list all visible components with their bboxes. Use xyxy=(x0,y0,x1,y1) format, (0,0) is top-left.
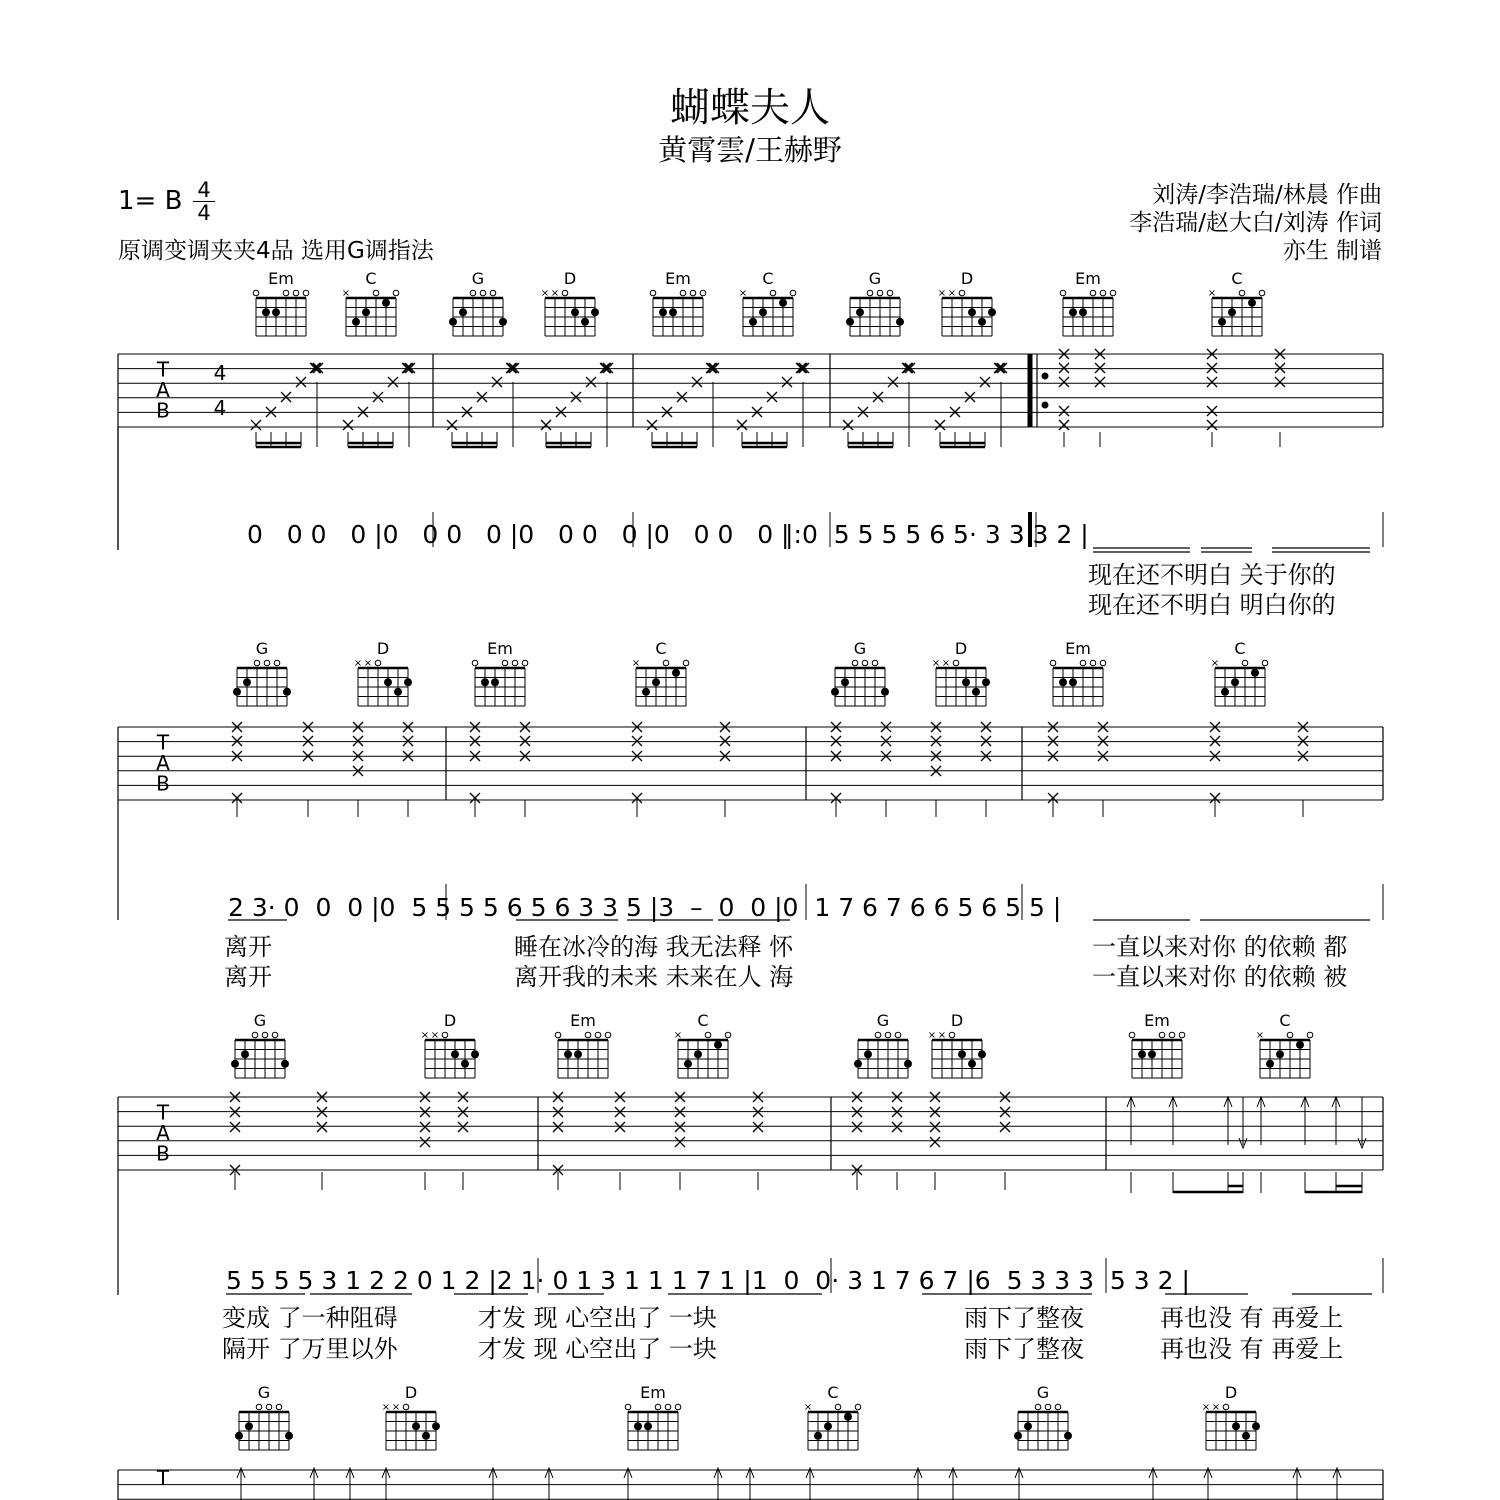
muted-string-mark: × xyxy=(947,288,957,299)
finger-dot xyxy=(1069,308,1077,316)
chord-name: G xyxy=(257,1383,271,1402)
finger-dot xyxy=(659,308,667,316)
lyric-line-3-verse-1b: 才发 现 心空出了 一块 xyxy=(478,1304,717,1332)
finger-dot xyxy=(978,318,986,326)
muted-string-mark: × xyxy=(1207,288,1217,299)
open-string-mark xyxy=(1179,1032,1185,1038)
song-artists: 黄霄雲/王赫野 xyxy=(658,133,842,167)
open-string-mark xyxy=(885,1032,891,1038)
finger-dot xyxy=(384,678,392,686)
finger-dot xyxy=(245,1422,253,1430)
jianpu-line-1: 0 0 0 0 |0 0 0 0 |0 0 0 0 |0 0 0 0 ‖:0 5 5 5 5 6 5· 3 3 3 2 | xyxy=(247,520,1089,549)
open-string-mark xyxy=(283,290,289,296)
finger-dot xyxy=(281,1060,289,1068)
open-string-mark xyxy=(1090,660,1096,666)
open-string-mark xyxy=(1287,1032,1293,1038)
finger-dot xyxy=(412,1422,420,1430)
open-string-mark xyxy=(1035,1404,1041,1410)
finger-dot xyxy=(749,318,757,326)
muted-string-mark: × xyxy=(738,288,748,299)
chord-name: D xyxy=(376,639,390,658)
open-string-mark xyxy=(680,290,686,296)
finger-dot xyxy=(1069,678,1077,686)
finger-dot xyxy=(684,1060,692,1068)
finger-dot xyxy=(1218,318,1226,326)
finger-dot xyxy=(962,678,970,686)
open-string-mark xyxy=(770,290,776,296)
finger-dot xyxy=(283,688,291,696)
time-signature-bottom: 4 xyxy=(197,201,211,225)
finger-dot xyxy=(422,1432,430,1440)
chord-name: G xyxy=(1036,1383,1050,1402)
muted-string-mark: × xyxy=(420,1030,430,1041)
open-string-mark xyxy=(375,660,381,666)
finger-dot xyxy=(896,318,904,326)
capo-note: 原调变调夹夹4品 选用G调指法 xyxy=(118,238,434,264)
chord-name: D xyxy=(404,1383,418,1402)
open-string-mark xyxy=(480,290,486,296)
open-string-mark xyxy=(264,660,270,666)
finger-dot xyxy=(262,308,270,316)
chord-name: C xyxy=(762,269,774,288)
finger-dot xyxy=(352,318,360,326)
composer-credit: 刘涛/李浩瑞/林晨 作曲 xyxy=(1152,182,1382,208)
tab-time-bottom: 4 xyxy=(213,396,227,420)
muted-string-mark: × xyxy=(673,1030,683,1041)
chord-name: D xyxy=(954,639,968,658)
time-signature-top: 4 xyxy=(197,178,211,202)
open-string-mark xyxy=(875,1032,881,1038)
chord-name: C xyxy=(1231,269,1243,288)
finger-dot xyxy=(432,1422,440,1430)
open-string-mark xyxy=(625,1404,631,1410)
open-string-mark xyxy=(1307,1032,1313,1038)
open-string-mark xyxy=(852,660,858,666)
chord-name: Em xyxy=(640,1383,666,1402)
finger-dot xyxy=(841,678,849,686)
finger-dot xyxy=(461,1060,469,1068)
finger-dot xyxy=(644,1422,652,1430)
lyric-line-2-verse-1c: 一直以来对你 的依赖 都 xyxy=(1092,933,1348,961)
muted-string-mark: × xyxy=(1210,658,1220,669)
open-string-mark xyxy=(555,1032,561,1038)
finger-dot xyxy=(1024,1422,1032,1430)
open-string-mark xyxy=(877,290,883,296)
chord-name: Em xyxy=(268,269,294,288)
finger-dot xyxy=(1059,678,1067,686)
muted-string-mark: × xyxy=(1211,1402,1221,1413)
muted-string-mark: × xyxy=(341,288,351,299)
finger-dot xyxy=(1242,1432,1250,1440)
lyric-line-3-verse-2b: 才发 现 心空出了 一块 xyxy=(478,1335,717,1363)
finger-dot xyxy=(856,308,864,316)
muted-string-mark: × xyxy=(430,1030,440,1041)
tab-clef-t: T xyxy=(156,1466,170,1490)
open-string-mark xyxy=(274,660,280,666)
muted-string-mark: × xyxy=(353,658,363,669)
open-string-mark xyxy=(872,660,878,666)
lyric-line-1-verse-2: 现在还不明白 明白你的 xyxy=(1088,591,1336,619)
finger-dot xyxy=(231,1060,239,1068)
open-string-mark xyxy=(522,660,528,666)
repeat-dot xyxy=(1042,402,1049,409)
finger-dot xyxy=(1251,669,1259,677)
finger-dot xyxy=(669,308,677,316)
muted-string-mark: × xyxy=(931,658,941,669)
open-string-mark xyxy=(1060,290,1066,296)
finger-dot xyxy=(634,1422,642,1430)
finger-dot xyxy=(968,308,976,316)
finger-dot xyxy=(1266,1060,1274,1068)
finger-dot xyxy=(571,308,579,316)
open-string-mark xyxy=(1090,290,1096,296)
lyric-line-2-verse-2a: 离开 xyxy=(224,963,272,991)
chord-name: C xyxy=(697,1011,709,1030)
chord-name: D xyxy=(563,269,577,288)
open-string-mark xyxy=(403,1404,409,1410)
finger-dot xyxy=(1064,1432,1072,1440)
tab-clef-b: B xyxy=(156,771,170,796)
muted-string-mark: × xyxy=(941,658,951,669)
finger-dot xyxy=(652,678,660,686)
open-string-mark xyxy=(253,290,259,296)
lyricist-credit: 李浩瑞/赵大白/刘涛 作词 xyxy=(1129,210,1382,236)
finger-dot xyxy=(642,688,650,696)
muted-string-mark: × xyxy=(1255,1030,1265,1041)
finger-dot xyxy=(904,1060,912,1068)
lyric-line-3-verse-2a: 隔开 了万里以外 xyxy=(222,1335,398,1363)
finger-dot xyxy=(362,308,370,316)
chord-name: G xyxy=(471,269,485,288)
chord-name: D xyxy=(443,1011,457,1030)
chord-name: G xyxy=(853,639,867,658)
muted-string-mark: × xyxy=(631,658,641,669)
finger-dot xyxy=(1138,1050,1146,1058)
finger-dot xyxy=(814,1432,822,1440)
open-string-mark xyxy=(855,1404,861,1410)
open-string-mark xyxy=(663,660,669,666)
key-signature: 1= B xyxy=(118,186,183,216)
finger-dot xyxy=(449,318,457,326)
chord-name: Em xyxy=(665,269,691,288)
open-string-mark xyxy=(252,1032,258,1038)
finger-dot xyxy=(241,1050,249,1058)
finger-dot xyxy=(1148,1050,1156,1058)
chord-name: C xyxy=(1279,1011,1291,1030)
finger-dot xyxy=(564,1050,572,1058)
finger-dot xyxy=(491,678,499,686)
muted-string-mark: × xyxy=(937,288,947,299)
open-string-mark xyxy=(490,290,496,296)
finger-dot xyxy=(285,1432,293,1440)
finger-dot xyxy=(581,318,589,326)
open-string-mark xyxy=(512,660,518,666)
finger-dot xyxy=(382,299,390,307)
open-string-mark xyxy=(867,290,873,296)
finger-dot xyxy=(958,1050,966,1058)
finger-dot xyxy=(881,688,889,696)
finger-dot xyxy=(672,669,680,677)
finger-dot xyxy=(759,308,767,316)
open-string-mark xyxy=(256,1404,262,1410)
finger-dot xyxy=(1252,1422,1260,1430)
finger-dot xyxy=(779,299,787,307)
tab-time-top: 4 xyxy=(213,361,227,385)
chord-name: C xyxy=(1234,639,1246,658)
lyric-line-3-verse-2d: 再也没 有 再爱上 xyxy=(1160,1335,1344,1363)
open-string-mark xyxy=(953,660,959,666)
chord-name: G xyxy=(253,1011,267,1030)
finger-dot xyxy=(591,308,599,316)
open-string-mark xyxy=(700,290,706,296)
chord-name: D xyxy=(960,269,974,288)
muted-string-mark: × xyxy=(937,1030,947,1041)
finger-dot xyxy=(499,318,507,326)
lyric-line-1-verse-1: 现在还不明白 关于你的 xyxy=(1088,561,1336,589)
finger-dot xyxy=(243,678,251,686)
finger-dot xyxy=(1232,1422,1240,1430)
muted-string-mark: × xyxy=(550,288,560,299)
lyric-line-2-verse-2b: 离开我的未来 未来在人 海 xyxy=(514,963,794,991)
finger-dot xyxy=(235,1432,243,1440)
finger-dot xyxy=(854,1060,862,1068)
lyric-line-3-verse-1a: 变成 了一种阻碍 xyxy=(222,1304,398,1332)
open-string-mark xyxy=(1100,290,1106,296)
open-string-mark xyxy=(266,1404,272,1410)
open-string-mark xyxy=(1239,290,1245,296)
muted-string-mark: × xyxy=(363,658,373,669)
open-string-mark xyxy=(276,1404,282,1410)
muted-string-mark: × xyxy=(927,1030,937,1041)
open-string-mark xyxy=(1159,1032,1165,1038)
lyric-line-3-verse-2c: 雨下了整夜 xyxy=(964,1335,1084,1363)
open-string-mark xyxy=(835,1404,841,1410)
finger-dot xyxy=(846,318,854,326)
repeat-dot xyxy=(1042,373,1049,380)
open-string-mark xyxy=(442,1032,448,1038)
finger-dot xyxy=(982,678,990,686)
open-string-mark xyxy=(1262,660,1268,666)
finger-dot xyxy=(714,1041,722,1049)
jianpu-line-2: 2 3· 0 0 0 |0 5 5 5 5 6 5 6 3 3 5 |3 – 0 0 |0 1 7 6 7 6 6 5 6 5 5 | xyxy=(228,893,1062,922)
finger-dot xyxy=(1296,1041,1304,1049)
open-string-mark xyxy=(605,1032,611,1038)
open-string-mark xyxy=(1100,660,1106,666)
chord-name: D xyxy=(1224,1383,1238,1402)
open-string-mark xyxy=(272,1032,278,1038)
chord-name: C xyxy=(365,269,377,288)
finger-dot xyxy=(1276,1050,1284,1058)
open-string-mark xyxy=(683,660,689,666)
open-string-mark xyxy=(303,290,309,296)
open-string-mark xyxy=(949,1032,955,1038)
finger-dot xyxy=(272,308,280,316)
lyric-line-2-verse-1a: 离开 xyxy=(224,933,272,961)
open-string-mark xyxy=(254,660,260,666)
lyric-line-2-verse-1b: 睡在冰冷的海 我无法释 怀 xyxy=(514,933,794,961)
open-string-mark xyxy=(262,1032,268,1038)
finger-dot xyxy=(978,1050,986,1058)
tab-clef-t: T xyxy=(156,730,170,755)
finger-dot xyxy=(394,688,402,696)
open-string-mark xyxy=(725,1032,731,1038)
open-string-mark xyxy=(1242,660,1248,666)
tab-clef-a: A xyxy=(156,1121,170,1146)
finger-dot xyxy=(968,1060,976,1068)
finger-dot xyxy=(694,1050,702,1058)
lyric-line-3-verse-1d: 再也没 有 再爱上 xyxy=(1160,1304,1344,1332)
open-string-mark xyxy=(1259,290,1265,296)
open-string-mark xyxy=(393,290,399,296)
finger-dot xyxy=(481,678,489,686)
open-string-mark xyxy=(585,1032,591,1038)
finger-dot xyxy=(831,688,839,696)
tab-clef-a: A xyxy=(156,378,170,403)
tab-clef-t: T xyxy=(156,1100,170,1125)
lyric-line-3-verse-1c: 雨下了整夜 xyxy=(964,1304,1084,1332)
finger-dot xyxy=(1221,688,1229,696)
open-string-mark xyxy=(705,1032,711,1038)
open-string-mark xyxy=(959,290,965,296)
chord-name: G xyxy=(868,269,882,288)
finger-dot xyxy=(233,688,241,696)
open-string-mark xyxy=(562,290,568,296)
open-string-mark xyxy=(293,290,299,296)
open-string-mark xyxy=(1055,1404,1061,1410)
chord-name: C xyxy=(655,639,667,658)
chord-name: Em xyxy=(1075,269,1101,288)
open-string-mark xyxy=(650,290,656,296)
chord-name: G xyxy=(255,639,269,658)
open-string-mark xyxy=(502,660,508,666)
open-string-mark xyxy=(790,290,796,296)
muted-string-mark: × xyxy=(381,1402,391,1413)
tab-clef-b: B xyxy=(156,1141,170,1166)
open-string-mark xyxy=(1080,660,1086,666)
chord-name: Em xyxy=(570,1011,596,1030)
lyric-line-2-verse-2c: 一直以来对你 的依赖 被 xyxy=(1092,963,1348,991)
open-string-mark xyxy=(895,1032,901,1038)
muted-string-mark: × xyxy=(803,1402,813,1413)
open-string-mark xyxy=(655,1404,661,1410)
finger-dot xyxy=(1248,299,1256,307)
open-string-mark xyxy=(472,660,478,666)
tab-clef-t: T xyxy=(156,357,170,382)
open-string-mark xyxy=(862,660,868,666)
open-string-mark xyxy=(1223,1404,1229,1410)
tab-clef-a: A xyxy=(156,751,170,776)
arranger-credit: 亦生 制谱 xyxy=(1282,238,1382,264)
muted-string-mark: × xyxy=(540,288,550,299)
finger-dot xyxy=(1014,1432,1022,1440)
open-string-mark xyxy=(690,290,696,296)
open-string-mark xyxy=(1045,1404,1051,1410)
chord-name: C xyxy=(827,1383,839,1402)
open-string-mark xyxy=(675,1404,681,1410)
finger-dot xyxy=(1079,308,1087,316)
finger-dot xyxy=(1228,308,1236,316)
finger-dot xyxy=(988,308,996,316)
finger-dot xyxy=(404,678,412,686)
open-string-mark xyxy=(1050,660,1056,666)
chord-name: G xyxy=(876,1011,890,1030)
open-string-mark xyxy=(665,1404,671,1410)
finger-dot xyxy=(574,1050,582,1058)
finger-dot xyxy=(471,1050,479,1058)
finger-dot xyxy=(459,308,467,316)
open-string-mark xyxy=(470,290,476,296)
finger-dot xyxy=(972,688,980,696)
song-title: 蝴蝶夫人 xyxy=(670,85,830,131)
finger-dot xyxy=(864,1050,872,1058)
chord-name: Em xyxy=(1144,1011,1170,1030)
finger-dot xyxy=(1231,678,1239,686)
open-string-mark xyxy=(373,290,379,296)
open-string-mark xyxy=(595,1032,601,1038)
muted-string-mark: × xyxy=(391,1402,401,1413)
open-string-mark xyxy=(887,290,893,296)
finger-dot xyxy=(844,1413,852,1421)
open-string-mark xyxy=(1129,1032,1135,1038)
muted-string-mark: × xyxy=(1201,1402,1211,1413)
open-string-mark xyxy=(1169,1032,1175,1038)
chord-name: Em xyxy=(487,639,513,658)
open-string-mark xyxy=(1110,290,1116,296)
chord-name: D xyxy=(950,1011,964,1030)
jianpu-line-3: 5 5 5 5 3 1 2 2 0 1 2 |2 1· 0 1 3 1 1 1 7 1 |1 0 0· 3 1 7 6 7 |6 5 3 3 3 5 3 2 | xyxy=(226,1266,1190,1295)
tab-clef-b: B xyxy=(156,398,170,423)
chord-name: Em xyxy=(1065,639,1091,658)
finger-dot xyxy=(824,1422,832,1430)
finger-dot xyxy=(451,1050,459,1058)
